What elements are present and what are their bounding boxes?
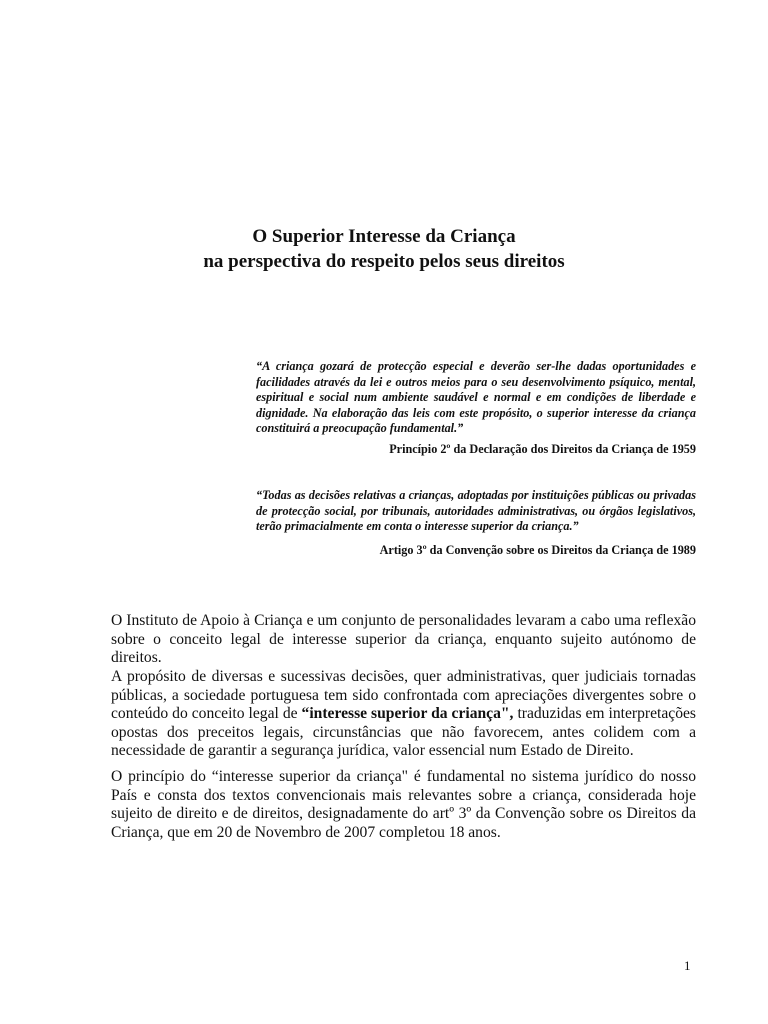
paragraph-2-text-start: A propósito de diversas e sucessivas decisões, quer administrativas, quer judiciais tornadas públicas, a sociedade portuguesa tem sido confrontada com apreciações divergentes sobre o conteúdo do conceito legal de — [111, 668, 696, 723]
paragraph-2-emphasis: “interesse superior da criança", — [301, 705, 514, 723]
document-title — [0, 224, 768, 274]
page-number: 1 — [684, 958, 691, 973]
body-paragraph-3: O princípio do “interesse superior da criança" é fundamental no sistema jurídico do nosso País e consta dos textos convencionais mais relevantes sobre a criança, considerada hoje sujeito de direito e de direitos, designadamente do artº 3º da Convenção sobre os Direitos da Criança, que em 20 de Novembro de 2007 completou 18 anos. — [111, 768, 696, 841]
epigraph-source-1: Princípio 2º da Declaração dos Direitos da Criança de 1959 — [389, 442, 696, 456]
body-paragraph-1: O Instituto de Apoio à Criança e um conjunto de personalidades levaram a cabo uma reflexão sobre o conceito legal de interesse superior da criança, enquanto sujeito autónomo de direitos. — [111, 612, 696, 667]
epigraph-quote-2: “Todas as decisões relativas a crianças, adoptadas por instituições públicas ou privadas de protecção social, por tribunais, autoridades administrativas, ou órgãos legislativos, terão primacialmente em conta o interesse superior da criança.” — [256, 488, 696, 533]
title-line-2: na perspectiva do respeito pelos seus direitos — [203, 251, 565, 272]
epigraph-quote-1: “A criança gozará de protecção especial e deverão ser-lhe dadas oportunidades e facilidades através da lei e outros meios para o seu desenvolvimento psíquico, mental, espiritual e social num ambiente saudável e normal e em condições de liberdade e dignidade. Na elaboração das leis com este propósito, o superior interesse da criança constituirá a preocupação fundamental.” — [256, 359, 696, 435]
epigraph-source-2: Artigo 3º da Convenção sobre os Direitos da Criança de 1989 — [379, 543, 696, 557]
title-line-1: O Superior Interesse da Criança — [252, 226, 516, 247]
paragraph-2-text-end: traduzidas em interpretações opostas dos preceitos legais, circunstâncias que não favorecem, antes colidem com a necessidade de garantir a segurança jurídica, valor essencial num Estado de Direito. — [111, 705, 696, 760]
body-paragraph-2 — [111, 668, 696, 761]
